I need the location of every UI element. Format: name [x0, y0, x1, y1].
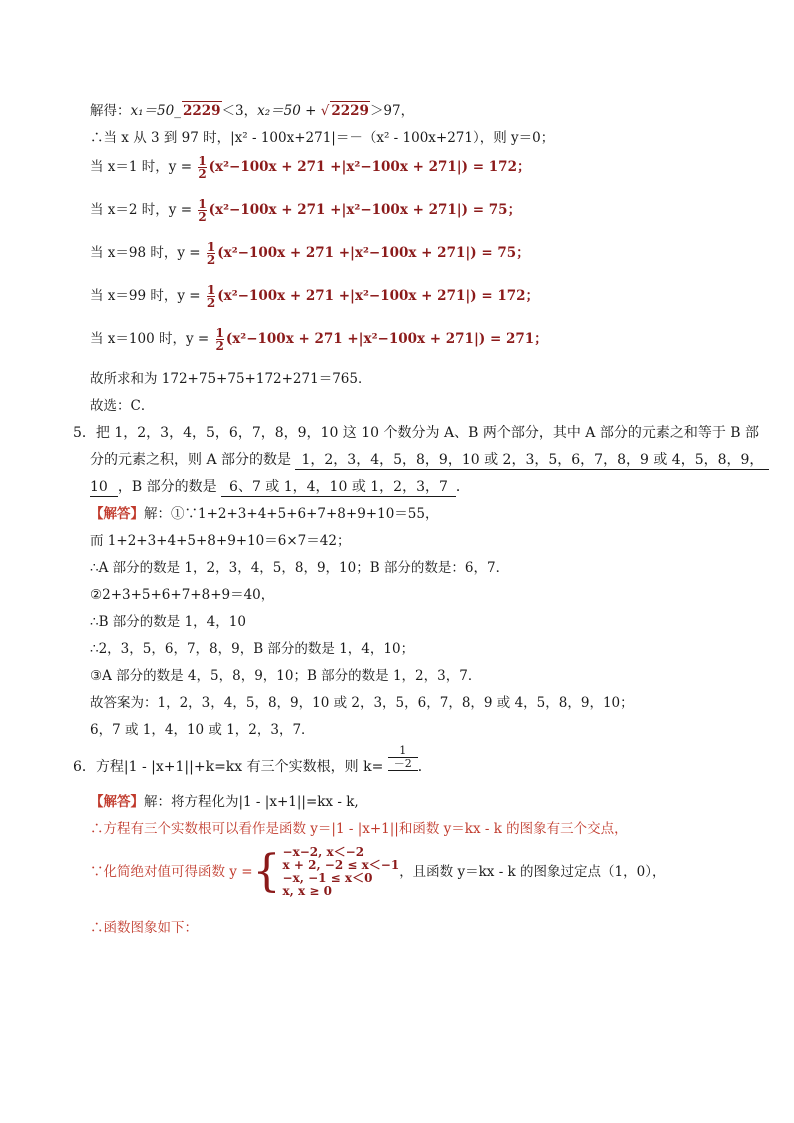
q5-answer-5: ∴B 部分的数是 1，4，10	[90, 614, 246, 630]
text: 当 x＝1 时，y =	[90, 159, 193, 175]
q6-answer-2: ∴方程有三个实数根可以看作是函数 y＝|1 - |x+1||和函数 y＝kx - k 的图象有三个交点，	[90, 821, 628, 837]
text: 当 x＝2 时，y =	[90, 202, 193, 218]
text: ＞97，	[369, 103, 415, 119]
fraction-half	[198, 198, 206, 223]
text: ．	[455, 479, 470, 495]
denominator: 2	[198, 167, 207, 181]
denominator: 2	[206, 296, 216, 310]
answer-blank-b: 6、7 或 1，4，10 或 1，2，3，7	[221, 478, 456, 497]
case-x98	[90, 241, 530, 266]
text: ＜3，	[221, 103, 258, 119]
question-number: 5．	[73, 425, 96, 441]
text: 当 x＝99 时，y =	[90, 288, 201, 304]
sum-line: 故所求和为 172+75+75+172+271＝765．	[90, 371, 372, 387]
q6-answer-4: ∴函数图象如下：	[90, 920, 198, 936]
denominator: 2	[198, 210, 207, 224]
case-x100	[90, 327, 548, 352]
question-text: 把 1，2，3，4，5，6，7，8，9，10 这 10 个数分为 A、B 两个部分，其中 A 部分的元素之和等于 B 部	[95, 425, 760, 441]
denominator: 2	[215, 339, 224, 353]
expression: (x²−100x + 271 +|x²−100x + 271|) = 271；	[225, 331, 548, 347]
text: ．	[417, 759, 432, 775]
solution-roots-line: 解得：x₁＝50_ 2229＜3，x₂＝50 + √ 2229＞97，	[90, 103, 415, 119]
numerator: 1	[399, 744, 407, 757]
text: 当 x＝98 时，y =	[90, 245, 201, 261]
q6-answer-3	[90, 846, 665, 900]
case-x99	[90, 284, 539, 309]
q5-answer-4: ②2+3+5+6+7+8+9＝40，	[90, 587, 275, 603]
text: 解：①∵1+2+3+4+5+6+7+8+9+10＝55，	[144, 506, 439, 522]
sqrt-value: 2229	[331, 103, 369, 119]
expression: (x²−100x + 271 +|x²−100x + 271|) = 172；	[217, 288, 540, 304]
question-5-line2	[90, 451, 769, 470]
denominator: 2	[206, 253, 216, 267]
case-x2	[90, 198, 521, 223]
text: x₁＝50	[130, 103, 175, 119]
question-number: 6．	[73, 759, 96, 775]
question-text: 方程|1 - |x+1||+k=kx 有三个实数根，则 k=	[95, 759, 384, 775]
piecewise-function	[283, 846, 400, 898]
piece: −x, −1 ≤ x＜0	[282, 871, 373, 885]
choice-line: 故选：C．	[90, 398, 155, 414]
piece: x + 2, −2 ≤ x＜−1	[282, 858, 400, 872]
piece: x, x ≥ 0	[282, 884, 332, 898]
text: ，且函数 y＝kx - k 的图象过定点（1，0），	[399, 864, 666, 880]
q6-answer-1	[90, 793, 359, 811]
q5-answer-9: 6，7 或 1，4，10 或 1，2，3，7．	[90, 722, 315, 738]
q5-answer-6: ∴2，3，5，6，7，8，9，B 部分的数是 1，4，10；	[90, 641, 415, 657]
brace-icon: {	[252, 846, 281, 897]
q5-answer-8: 故答案为：1，2，3，4，5，8，9，10 或 2，3，5，6，7，8，9 或 4，5，8，9，10；	[90, 695, 634, 711]
expression: (x²−100x + 271 +|x²−100x + 271|) = 172；	[208, 159, 531, 175]
sqrt-value: 2229	[182, 103, 221, 119]
answer-blank-a: 1，2，3，4，5，8，9，10 或 2，3，5，6，7，8，9 或 4，5，8，9，	[295, 451, 769, 470]
numerator: 1	[215, 326, 224, 340]
text: x₂＝50 +	[257, 103, 317, 119]
numerator: 1	[198, 154, 207, 168]
fraction-half	[216, 327, 224, 352]
question-5	[73, 424, 759, 442]
sign: －	[393, 757, 405, 770]
q5-answer-7: ③A 部分的数是 4，5，8，9，10；B 部分的数是 1，2，3，7．	[90, 668, 482, 684]
numerator: 1	[206, 240, 216, 254]
text: 当 x＝100 时，y =	[90, 331, 210, 347]
expression: (x²−100x + 271 +|x²−100x + 271|) = 75；	[208, 202, 522, 218]
q5-answer-2: 而 1+2+3+4+5+8+9+10＝6×7＝42；	[90, 533, 351, 549]
q5-answer-3: ∴A 部分的数是 1，2，3，4，5，8，9，10；B 部分的数是：6，7．	[90, 560, 510, 576]
numerator: 1	[206, 283, 216, 297]
question-text: 分的元素之积，则 A 部分的数是	[90, 452, 292, 468]
text: 解得：	[90, 103, 131, 119]
answer-blank-a-cont: 10	[90, 478, 118, 497]
range-line: ∴当 x 从 3 到 97 时，|x² - 100x+271|＝－（x² - 100x+271），则 y＝0；	[90, 130, 555, 146]
answer-blank-k	[388, 745, 418, 771]
piece: −x−2, x＜−2	[282, 845, 365, 859]
fraction-half	[207, 241, 215, 266]
question-5-line3	[90, 478, 470, 497]
question-text: ，B 部分的数是	[117, 479, 217, 495]
expression: (x²−100x + 271 +|x²−100x + 271|) = 75；	[217, 245, 530, 261]
fraction-half	[198, 155, 206, 180]
answer-label: 【解答】	[90, 506, 144, 522]
numerator: 1	[198, 197, 207, 211]
case-x1	[90, 155, 530, 180]
q5-answer-1	[90, 505, 438, 523]
question-6	[73, 744, 432, 776]
denominator: 2	[404, 757, 412, 770]
answer-label: 【解答】	[90, 794, 144, 810]
text: 解：将方程化为|1 - |x+1||=kx - k,	[144, 794, 359, 810]
text: ∵化简绝对值可得函数 y =	[90, 864, 253, 880]
fraction-half	[207, 284, 215, 309]
